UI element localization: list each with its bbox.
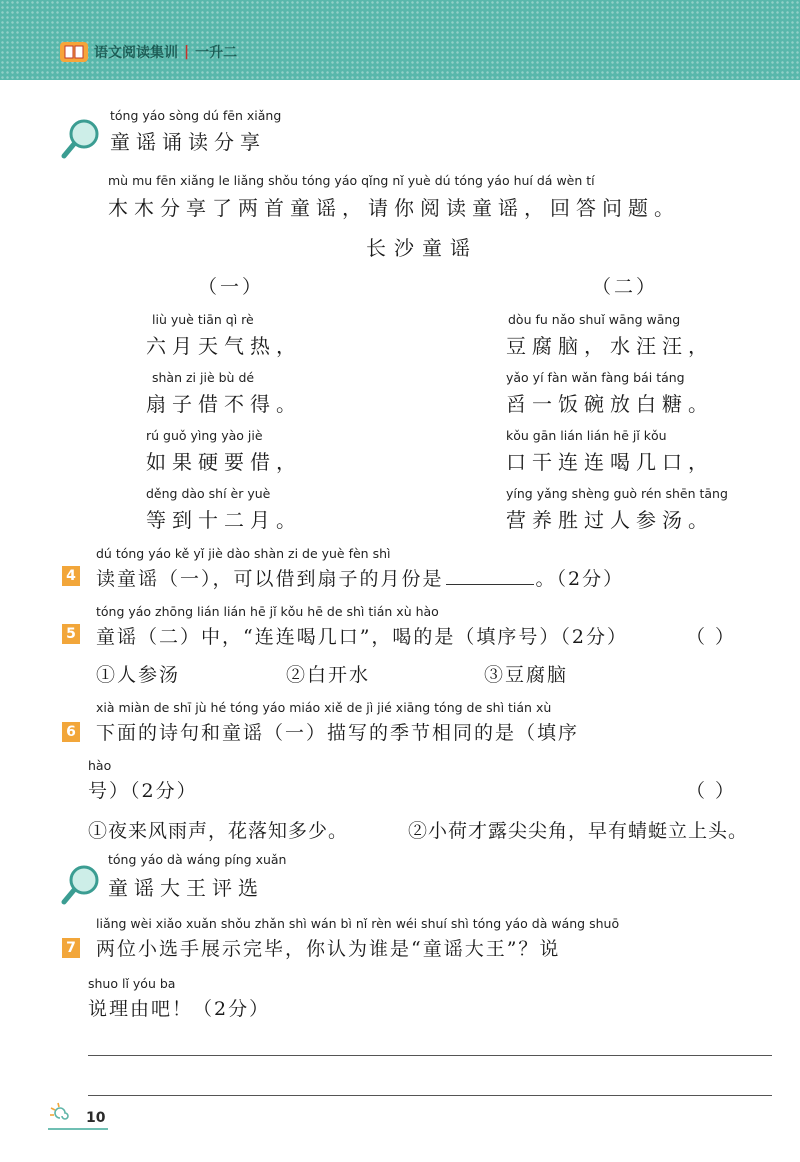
poem-right-line: 舀一饭碗放白糖。 <box>506 392 714 416</box>
q7-pinyin: liǎng wèi xiǎo xuǎn shǒu zhǎn shì wán bì nǐ rèn wéi shuí shì tóng yáo dà wáng shuō <box>96 916 620 931</box>
poem-left-line: 等到十二月。 <box>146 508 302 532</box>
q6-pinyin-2: hào <box>88 758 112 773</box>
intro-text: 木木分享了两首童谣，请你阅读童谣，回答问题。 <box>108 196 680 220</box>
q6-text-2: 号）（2分） <box>88 780 198 802</box>
q5-option: ②白开水 <box>286 664 371 686</box>
poem-left-line: 六月天气热， <box>146 334 302 358</box>
answer-line[interactable] <box>88 1055 772 1056</box>
poem-right-line: 豆腐脑，水汪汪， <box>506 334 714 358</box>
section1-title: 童谣诵读分享 <box>110 130 266 154</box>
header-banner <box>0 0 800 80</box>
q5-pinyin: tóng yáo zhōng lián lián hē jǐ kǒu hē de shì tián xù hào <box>96 604 439 619</box>
poem-left-line: 扇子借不得。 <box>146 392 302 416</box>
poem-left-line-pinyin: děng dào shí èr yuè <box>146 486 271 501</box>
swirl-icon <box>48 1102 78 1130</box>
poem-right-line: 口干连连喝几口， <box>506 450 714 474</box>
q5-answer-paren[interactable]: （ ） <box>686 626 737 648</box>
q7-text-2: 说理由吧！（2分） <box>88 998 271 1020</box>
section2-title: 童谣大王评选 <box>108 876 264 900</box>
question-number-5: 5 <box>62 624 80 644</box>
q4-pinyin: dú tóng yáo kě yǐ jiè dào shàn zi de yuè fèn shì <box>96 546 391 561</box>
q4-score: 。（2分） <box>535 568 625 590</box>
page-number: 10 <box>86 1110 106 1126</box>
footer-rule <box>48 1128 108 1130</box>
q7-text: 两位小选手展示完毕，你认为谁是“童谣大王”？说 <box>96 938 561 960</box>
q5-option: ③豆腐脑 <box>484 664 569 686</box>
q6-option: ②小荷才露尖尖角，早有蜻蜓立上头。 <box>408 820 749 842</box>
q4-answer-blank[interactable] <box>446 570 534 585</box>
poem-right-line-pinyin: yǎo yí fàn wǎn fàng bái táng <box>506 370 685 385</box>
question-number-4: 4 <box>62 566 80 586</box>
poem-right-line-pinyin: yíng yǎng shèng guò rén shēn tāng <box>506 486 728 501</box>
q6-option: ①夜来风雨声，花落知多少。 <box>88 820 349 842</box>
magnifier-icon <box>60 116 104 164</box>
q6-pinyin: xià miàn de shī jù hé tóng yáo miáo xiě de jì jié xiāng tóng de shì tián xù <box>96 700 552 715</box>
q6-text: 下面的诗句和童谣（一）描写的季节相同的是（填序 <box>96 722 580 744</box>
poem-left-line: 如果硬要借， <box>146 450 302 474</box>
q4-text <box>96 564 624 591</box>
section2-pinyin: tóng yáo dà wáng píng xuǎn <box>108 852 287 867</box>
q4-stem: 读童谣（一），可以借到扇子的月份是 <box>96 568 444 590</box>
series-label <box>60 40 237 64</box>
question-number-7: 7 <box>62 938 80 958</box>
section1-pinyin: tóng yáo sòng dú fēn xiǎng <box>110 108 282 123</box>
poem-right-line: 营养胜过人参汤。 <box>506 508 714 532</box>
question-number-6: 6 <box>62 722 80 742</box>
poem-right-line-pinyin: kǒu gān lián lián hē jǐ kǒu <box>506 428 667 443</box>
poem-right-label: （二） <box>592 276 659 298</box>
magnifier-icon <box>60 862 104 910</box>
poem-right-line-pinyin: dòu fu nǎo shuǐ wāng wāng <box>508 312 681 327</box>
q7-pinyin-2: shuo lǐ yóu ba <box>88 976 176 991</box>
intro-pinyin: mù mu fēn xiǎng le liǎng shǒu tóng yáo qǐng nǐ yuè dú tóng yáo huí dá wèn tí <box>108 173 595 188</box>
q5-option: ①人参汤 <box>96 664 181 686</box>
poem-left-line-pinyin: rú guǒ yìng yào jiè <box>146 428 263 443</box>
poem-left-line-pinyin: shàn zi jiè bù dé <box>152 370 255 385</box>
book-icon <box>60 42 88 62</box>
poem-left-line-pinyin: liù yuè tiān qì rè <box>152 312 254 327</box>
grade-label: 一升二 <box>195 45 238 61</box>
series-separator: | <box>184 44 190 60</box>
poem-title: 长沙童谣 <box>366 236 478 260</box>
series-title: 语文阅读集训 <box>94 45 178 61</box>
answer-line[interactable] <box>88 1095 772 1096</box>
poem-left-label: （一） <box>198 276 265 298</box>
q5-text: 童谣（二）中，“连连喝几口”，喝的是（填序号）（2分） <box>96 626 629 648</box>
q6-answer-paren[interactable]: （ ） <box>686 780 737 802</box>
